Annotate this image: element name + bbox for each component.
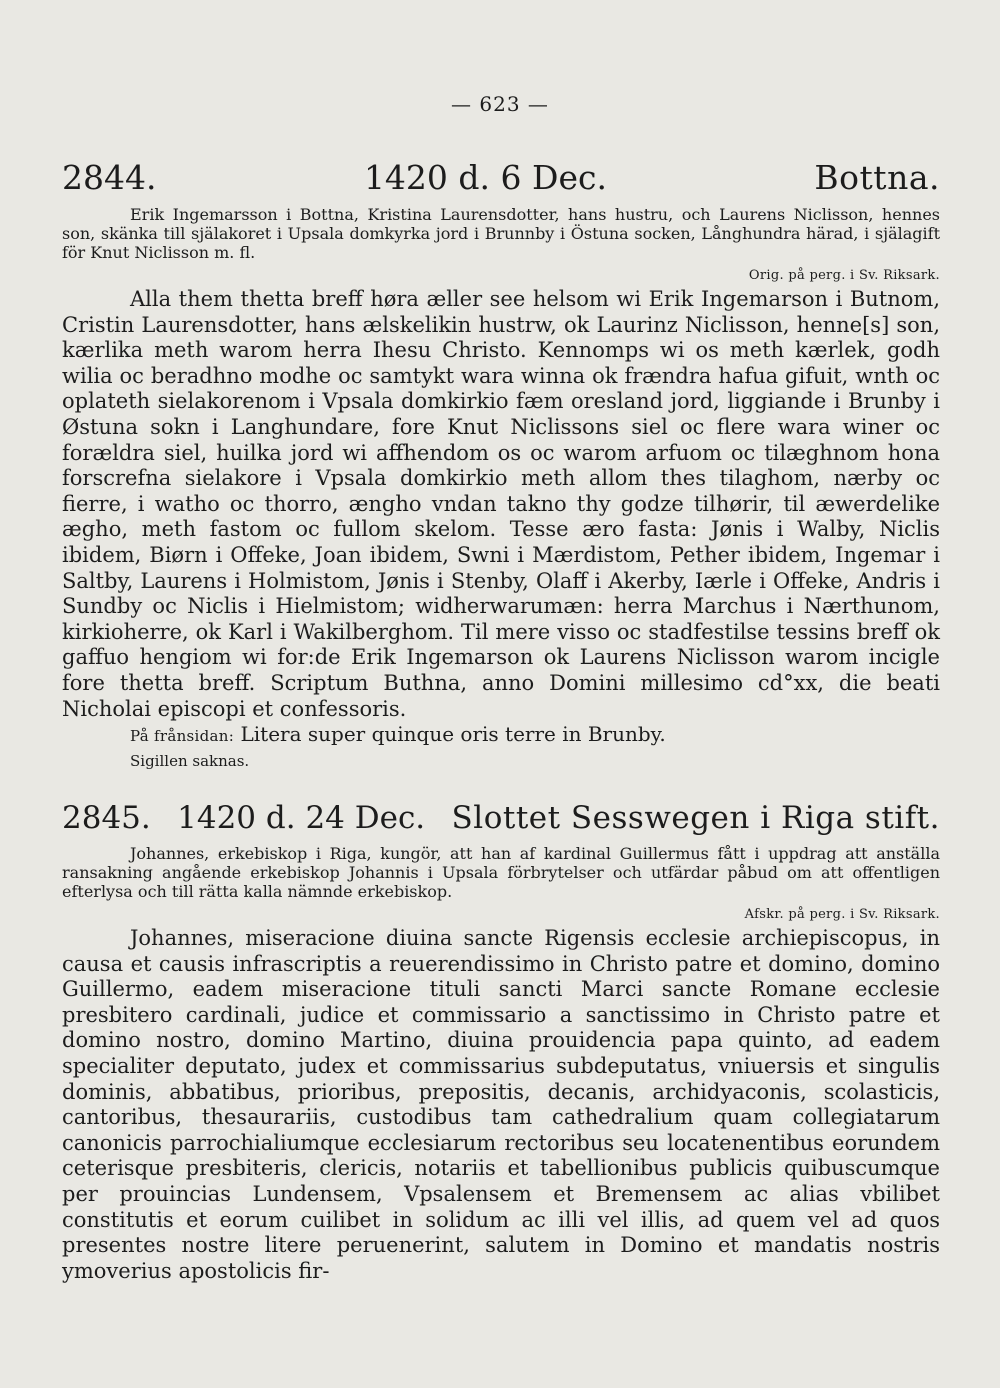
seal-note: Sigillen saknas.: [130, 752, 250, 771]
source-reference: Afskr. på perg. i Sv. Riksark.: [744, 907, 940, 922]
entry-number: 2845.: [62, 800, 151, 836]
charter-entry-2844: [62, 158, 940, 774]
dorsal-label: På frånsidan:: [130, 727, 235, 746]
entry-heading: [62, 158, 940, 197]
dorsal-note: [130, 722, 940, 749]
entry-summary: Johannes, erkebiskop i Riga, kungör, att han af kardinal Guillermus fått i uppdrag att anställa ransakning angående erkebiskop Johannis i Upsala förbrytelser och utfärdar påbud om att offentligen efterlysa och till rätta kalla nämnde erkebiskop.: [62, 844, 940, 901]
source-reference: Orig. på perg. i Sv. Riksark.: [748, 268, 940, 283]
charter-text: Johannes, miseracione diuina sancte Rigensis ecclesie archiepiscopus, in causa et causis infrascriptis a reuerendissimo in Christo patre et domino, domino Guillermo, eadem miseracione tituli sancti Marci sancte Romane ecclesie presbitero cardinali, judice et commissario a sanctissimo in Christo patre et domino nostro, domino Martino, diuina prouidencia papa quinto, ad eadem specialiter deputato, judex et commissarius subdeputatus, vniuersis et singulis dominis, abbatibus, prioribus, prepositis, decanis, archidyaconis, scolasticis, cantoribus, thesaurariis, custodibus tam cathedralium quam collegiatarum canonicis parrochialiumque ecclesiarum rectoribus seu locatenentibus eorundem ceterisque presbiteris, clericis, notariis et tabellionibus publicis quibuscumque per prouincias Lundensem, Vpsalensem et Bremensem ac alias vbilibet constitutis et eorum cuilibet in solidum ac illi vel illis, ad quem vel ad quos presentes nostre litere peruenerint, salutem in Domino et mandatis nostris ymoverius apostolicis fir-: [62, 926, 940, 1283]
page-number: — 623 —: [451, 92, 549, 116]
entry-number: 2844.: [62, 158, 157, 197]
entry-place: Slottet Sesswegen i Riga stift.: [451, 800, 940, 836]
entry-summary: Erik Ingemarsson i Bottna, Kristina Laurensdotter, hans hustru, och Laurens Niclisson, hennes son, skänka till själakoret i Upsala domkyrka jord i Brunnby i Östuna socken, Långhundra härad, i själagift för Knut Niclisson m. fl.: [62, 205, 940, 262]
entry-date: 1420 d. 24 Dec.: [177, 800, 426, 836]
entry-heading: [62, 800, 940, 836]
charter-entry-2845: [62, 800, 940, 1284]
charter-text: Alla them thetta breff høra æller see helsom wi Erik Ingemarson i Butnom, Cristin Laurensdotter, hans ælskelikin hustrw, ok Laurinz Niclisson, henne[s] son, kærlika meth warom herra Ihesu Christo. Kennomps wi os meth kærlek, godh wilia oc beradhno modhe oc samtykt wara winna ok frændra hafua gifuit, wnth oc oplateth sielakorenom i Vpsala domkirkio fæm oresland jord, liggiande i Brunby i Østuna sokn i Langhundare, fore Knut Niclissons siel oc flere wara winer oc forældra siel, huilka jord wi affhendom os oc warom arfuom oc tilæghnom hona forscrefna sielakore i Vpsala domkirkio meth allom thes tilaghom, nærby oc fierre, i watho oc thorro, ængho vndan takno thy godze tilhørir, til æwerdelike ægho, meth fastom oc fullom skelom. Tesse æro fasta: Jønis i Walby, Niclis ibidem, Biørn i Offeke, Joan ibidem, Swni i Mærdistom, Pether ibidem, Ingemar i Saltby, Laurens i Holmistom, Jønis i Stenby, Olaff i Akerby, Iærle i Offeke, Andris i Sundby oc Niclis i Hielmistom; widherwarumæn: herra Marchus i Nærthunom, kirkioherre, ok Karl i Wakilberghom. Til mere visso oc stadfestilse tessins breff ok gaffuo hengiom wi for:de Erik Ingemarson ok Laurens Niclisson warom incigle fore thetta breff. Scriptum Buthna, anno Domini millesimo cd°xx, die beati Nicholai episcopi et confessoris.: [62, 287, 940, 721]
entry-place: Bottna.: [814, 158, 940, 197]
entry-date: 1420 d. 6 Dec.: [363, 158, 607, 197]
dorsal-text: Litera super quinque oris terre in Brunby.: [240, 722, 666, 747]
